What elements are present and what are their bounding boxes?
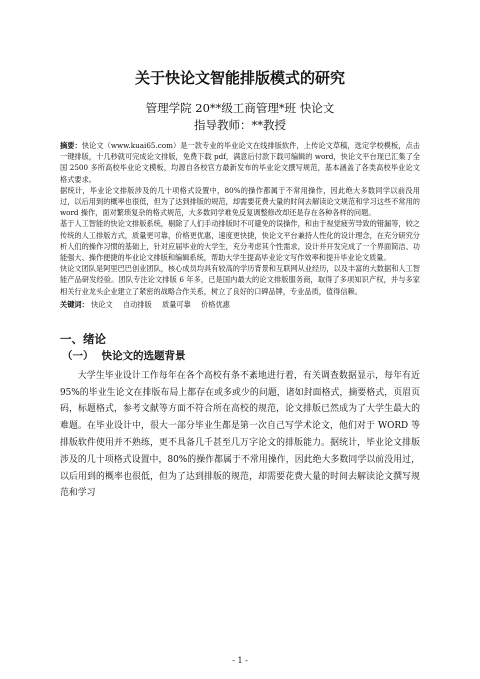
abstract-paragraph: 据统计，毕业论文排版涉及的几十项格式设置中，80%的操作都属于不常用操作，因此绝大多数同学以前没用过，以后用到的概率也很低，但为了达到排版的规范，却需要花费大量的时间去解读论文规范和学习这些不常用的 word 操作，面对繁琐复杂的格式规范，大多数同学难免反复调整修改却还是存在各种各样的问题。 (60, 185, 420, 218)
advisor-line: 指导教师：**教授 (194, 118, 286, 132)
section-heading: 一、绪论 (60, 331, 106, 346)
abstract-paragraph: 摘要：快论文（www.kuai65.com）是一款专业的毕业论文在线排版软件，上传论文草稿，选定学校模板，点击一键排版，十几秒就可完成论文排版，免费下载 pdf，满意后付款下载可编辑的 word，快论文平台现已汇集了全国 2500 多所高校毕业论文模板，均源自各校官方最新发布的毕业论文撰写规范，基本涵盖了各类高校毕业论文格式要求。 (60, 141, 420, 184)
keyword: 价格优惠 (201, 299, 230, 309)
subsection-number: （一） (62, 349, 94, 362)
subsection-title: 快论文的选题背景 (101, 349, 186, 362)
keyword: 自动排版 (122, 299, 152, 309)
abstract-paragraph: 快论文团队是阿里巴巴创业团队，核心成员均具有较高的学历背景和互联网从业经历，以及丰富的大数据和人工智能产品研发经验。团队专注论文排版 6 年多，已是国内最大的论文排版服务商，取得了多项知识产权，并与多家相关行业龙头企业建立了紧密的战略合作关系，树立了良好的口碑品牌，专业品质，值得信赖。 (60, 264, 420, 296)
keywords (60, 299, 420, 311)
page-number: - 1 - (232, 656, 248, 665)
abstract-paragraph: 基于人工智能的快论文排版系统，剔除了人们手动排版时不可避免的误操作，和由于视觉疲劳导致的错漏等，较之传统的人工排版方式，质量更可靠，价格更优惠，速度更快捷，快论文平台兼持人性化的设计理念，在充分研究分析人们的操作习惯的基础上，针对应届毕业的大学生，充分考虑其个性需求，设计并开发完成了一个界面简洁、功能强大、操作便捷的毕业论文排版和编辑系统，帮助大学生提高毕业论文写作效率和提升毕业论文质量。 (60, 219, 420, 263)
paper-title: 关于快论文智能排版模式的研究 (134, 69, 345, 87)
subsection-heading (62, 349, 420, 364)
author-byline: 管理学院 20**级工商管理*班 快论文 (145, 101, 335, 115)
abstract-label: 摘要： (60, 141, 82, 150)
abstract (60, 140, 420, 297)
keywords-label: 关键词： (60, 299, 89, 309)
keyword: 质量可靠 (162, 299, 191, 309)
body-paragraph: 大学生毕业设计工作每年在各个高校有条不紊地进行着，有关调查数据显示，每年有近 95%的毕业生论文在排版布局上都存在或多或少的问题，诸如封面格式，摘要格式，页眉页码，标题格式，参考文献等方面不符合所在高校的规范，论文排版已然成为了大学生最大的难题。在毕业设计中，很大一部分毕业生都是第一次自己写学术论文，他们对于 WORD 等排版软件使用并不熟练，更不具备几千甚至几万字论文的排版能力。据统计，毕业论文排版涉及的几十项格式设置中，80%的操作都属于不常用操作，因此绝大多数同学以前没用过，以后用到的概率也很低，但为了达到排版的规范，却需要花费大量的时间去解读论文撰写规范和学习 (60, 370, 420, 499)
keyword: 快论文 (91, 299, 113, 309)
